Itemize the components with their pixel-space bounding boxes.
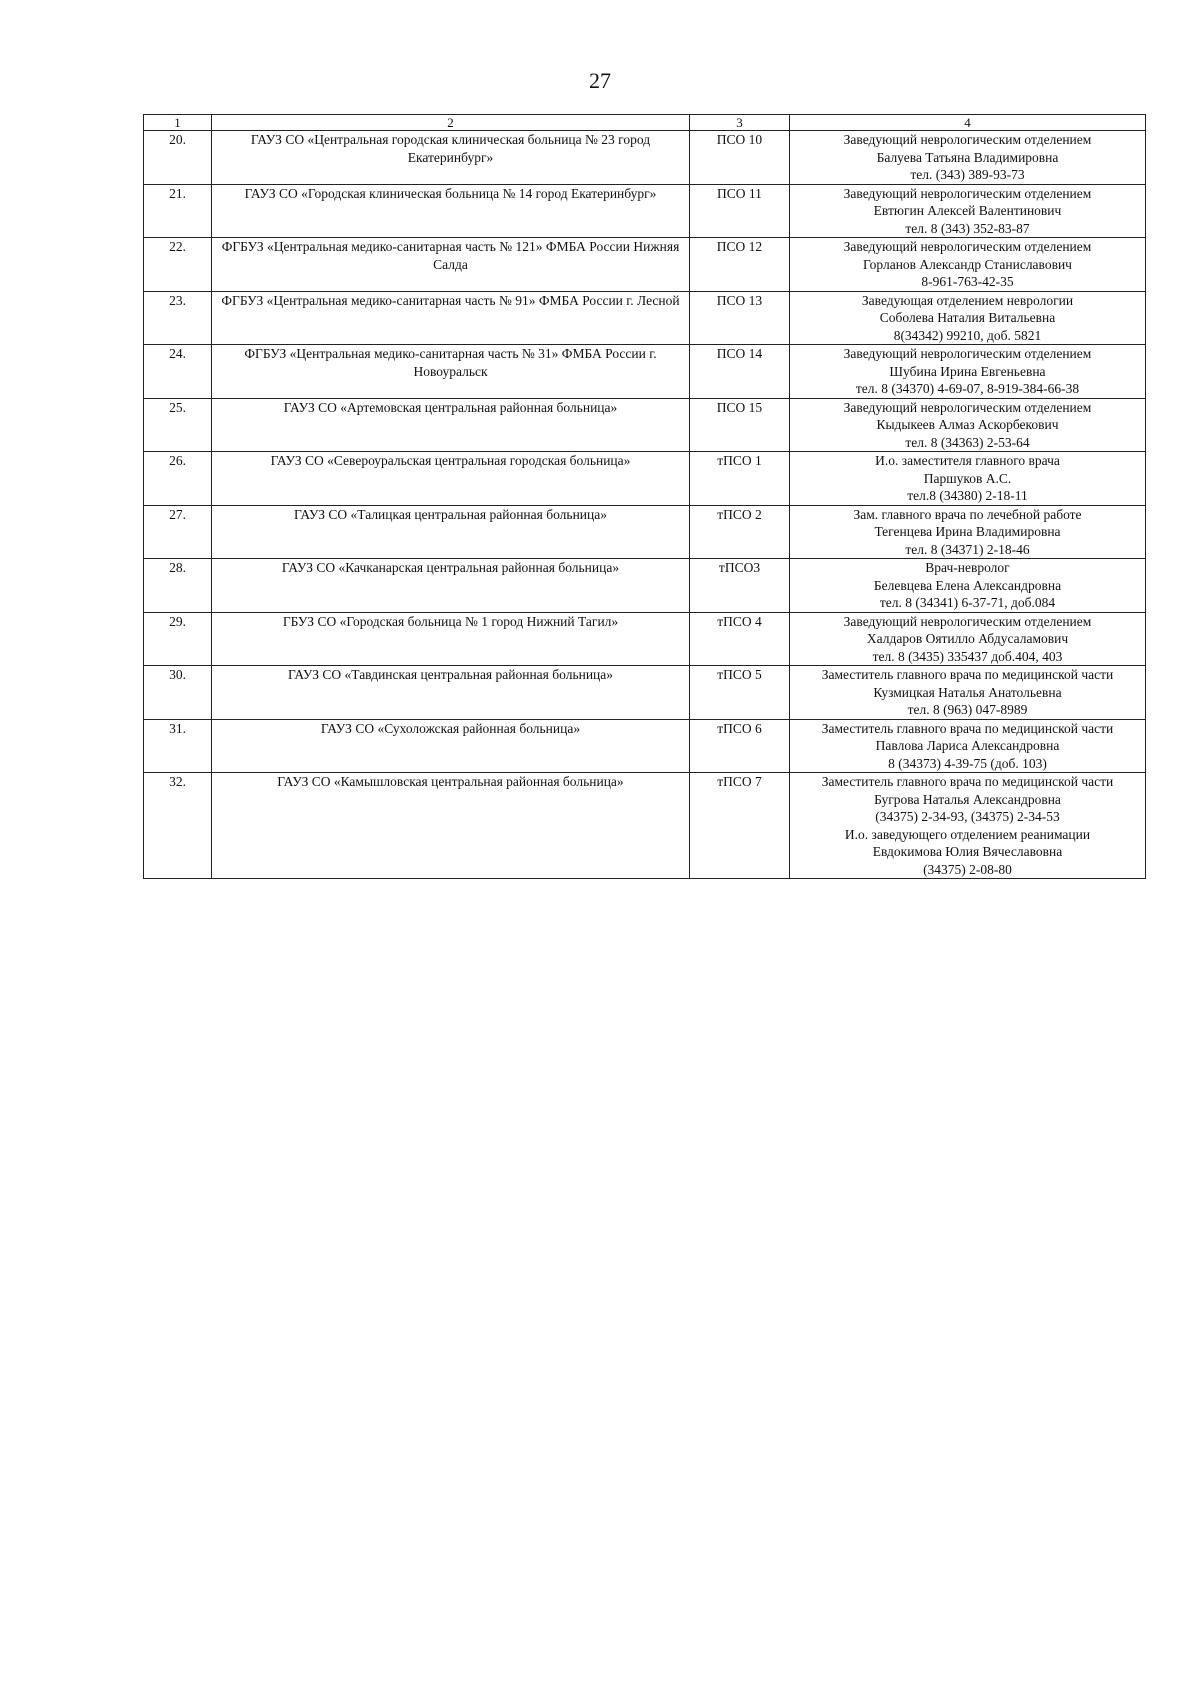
contact-phone: тел. 8 (34363) 2-53-64 [905, 434, 1030, 450]
contact-position: Зам. главного врача по лечебной работе [853, 506, 1082, 522]
contact-person: Тегенцева Ирина Владимировна [874, 524, 1061, 539]
contact-person: Шубина Ирина Евгеньевна [889, 363, 1046, 379]
contact-cell [790, 559, 1146, 613]
contact-position: Врач-невролог [925, 560, 1010, 575]
contact-phone: 8(34342) 99210, доб. 5821 [893, 327, 1042, 343]
contact-phone: тел. 8 (34371) 2-18-46 [905, 541, 1030, 557]
contact-cell [790, 345, 1146, 399]
contact-cell [790, 291, 1146, 345]
contact-position: Заведующий неврологическим отделением [843, 185, 1092, 201]
table-row [144, 505, 1146, 559]
contact-phone: тел. 8 (34370) 4-69-07, 8-919-384-66-38 [855, 381, 1080, 396]
contact-position: Заведующий неврологическим отделением [843, 346, 1092, 361]
row-number: 26. [144, 452, 212, 506]
table-row [144, 291, 1146, 345]
row-number: 20. [144, 131, 212, 185]
contact-cell [790, 238, 1146, 292]
contact-phone: тел. 8 (343) 352-83-87 [905, 220, 1030, 236]
contact-position: Заместитель главного врача по медицинской части [821, 667, 1114, 682]
table-row [144, 666, 1146, 720]
row-number: 27. [144, 505, 212, 559]
contact-person: Горланов Александр Станиславович [863, 256, 1072, 272]
unit-code: ПСО 11 [690, 184, 790, 238]
row-number: 32. [144, 773, 212, 879]
contact-cell [790, 719, 1146, 773]
institution-name: ГБУЗ СО «Городская больница № 1 город Нижний Тагил» [212, 612, 690, 666]
institution-name: ГАУЗ СО «Артемовская центральная районная больница» [212, 398, 690, 452]
row-number: 24. [144, 345, 212, 399]
contact-position: И.о. заместителя главного врача [875, 453, 1060, 468]
contact-cell [790, 398, 1146, 452]
unit-code: тПСО3 [690, 559, 790, 613]
unit-code: тПСО 2 [690, 505, 790, 559]
unit-code: ПСО 13 [690, 291, 790, 345]
contact-cell [790, 184, 1146, 238]
contact-person: Бугрова Наталья Александровна [874, 791, 1061, 807]
row-number: 31. [144, 719, 212, 773]
unit-code: ПСО 15 [690, 398, 790, 452]
contact-person: Павлова Лариса Александровна [875, 738, 1060, 753]
unit-code: тПСО 7 [690, 773, 790, 879]
institution-name: ГАУЗ СО «Талицкая центральная районная больница» [212, 505, 690, 559]
contact-person: Белевцева Елена Александровна [873, 577, 1062, 593]
contact-phone: тел. 8 (34341) 6-37-71, доб.084 [879, 595, 1056, 610]
contact-cell [790, 131, 1146, 185]
table-row [144, 131, 1146, 185]
unit-code: тПСО 4 [690, 612, 790, 666]
contact-position-secondary: И.о. заведующего отделением реанимации [844, 826, 1091, 842]
contact-position: Заведующий неврологическим отделением [843, 239, 1092, 254]
table-row [144, 452, 1146, 506]
contact-position: Заведующая отделением неврологии [861, 292, 1074, 308]
contact-person: Кузмицкая Наталья Анатольевна [873, 684, 1062, 700]
contact-position: Заведующий неврологическим отделением [843, 613, 1092, 629]
row-number: 23. [144, 291, 212, 345]
contact-cell [790, 612, 1146, 666]
unit-code: тПСО 6 [690, 719, 790, 773]
institution-name: ФГБУЗ «Центральная медико-санитарная часть № 31» ФМБА России г. Новоуральск [212, 345, 690, 399]
contact-phone: тел. 8 (963) 047-8989 [907, 702, 1028, 717]
institution-name: ФГБУЗ «Центральная медико-санитарная часть № 91» ФМБА России г. Лесной [212, 291, 690, 345]
header-col-institution: 2 [212, 115, 690, 131]
table-header [144, 115, 1146, 131]
row-number: 29. [144, 612, 212, 666]
unit-code: ПСО 12 [690, 238, 790, 292]
row-number: 21. [144, 184, 212, 238]
institution-name: ГАУЗ СО «Сухоложская районная больница» [212, 719, 690, 773]
contact-phone: тел. (343) 389-93-73 [910, 167, 1025, 182]
header-row [144, 115, 1146, 131]
institution-name: ГАУЗ СО «Тавдинская центральная районная больница» [212, 666, 690, 720]
table-row [144, 773, 1146, 879]
contact-person: Халдаров Оятилло Абдусаламович [866, 631, 1069, 646]
contact-phone: 8 (34373) 4-39-75 (доб. 103) [888, 755, 1047, 771]
contact-phone-secondary: (34375) 2-08-80 [923, 861, 1012, 877]
contact-position: Заместитель главного врача по медицинской части [821, 720, 1114, 736]
contact-position: Заведующий неврологическим отделением [843, 399, 1092, 415]
institution-name: ГАУЗ СО «Качканарская центральная районная больница» [212, 559, 690, 613]
contact-phone: (34375) 2-34-93, (34375) 2-34-53 [875, 809, 1060, 824]
row-number: 30. [144, 666, 212, 720]
contact-cell [790, 666, 1146, 720]
institution-name: ГАУЗ СО «Городская клиническая больница № 14 город Екатеринбург» [212, 184, 690, 238]
contact-phone: тел. 8 (3435) 335437 доб.404, 403 [872, 648, 1063, 664]
contact-cell [790, 452, 1146, 506]
contact-person: Балуева Татьяна Владимировна [876, 149, 1059, 165]
table-row [144, 612, 1146, 666]
unit-code: ПСО 14 [690, 345, 790, 399]
header-col-number: 1 [144, 115, 212, 131]
institution-name: ГАУЗ СО «Североуральская центральная городская больница» [212, 452, 690, 506]
contact-person: Евтюгин Алексей Валентинович [873, 203, 1062, 218]
contact-position: Заместитель главного врача по медицинской части [821, 774, 1114, 789]
table-row [144, 398, 1146, 452]
contact-person-secondary: Евдокимова Юлия Вячеславовна [872, 844, 1063, 859]
unit-code: ПСО 10 [690, 131, 790, 185]
table-row [144, 345, 1146, 399]
institution-name: ГАУЗ СО «Камышловская центральная районная больница» [212, 773, 690, 879]
row-number: 25. [144, 398, 212, 452]
unit-code: тПСО 1 [690, 452, 790, 506]
table-row [144, 184, 1146, 238]
row-number: 22. [144, 238, 212, 292]
header-col-unit-code: 3 [690, 115, 790, 131]
hospital-registry-table [143, 114, 1146, 879]
contact-phone: тел.8 (34380) 2-18-11 [907, 488, 1028, 503]
contact-person: Кыдыкеев Алмаз Аскорбекович [876, 417, 1059, 432]
table-body [144, 131, 1146, 879]
contact-phone: 8-961-763-42-35 [921, 274, 1014, 289]
table-row [144, 559, 1146, 613]
table-row [144, 238, 1146, 292]
contact-cell [790, 773, 1146, 879]
contact-position: Заведующий неврологическим отделением [843, 132, 1092, 147]
row-number: 28. [144, 559, 212, 613]
contact-person: Соболева Наталия Витальевна [879, 310, 1056, 325]
table-row [144, 719, 1146, 773]
institution-name: ФГБУЗ «Центральная медико-санитарная часть № 121» ФМБА России Нижняя Салда [212, 238, 690, 292]
contact-person: Паршуков А.С. [923, 470, 1012, 486]
unit-code: тПСО 5 [690, 666, 790, 720]
institution-name: ГАУЗ СО «Центральная городская клиническая больница № 23 город Екатеринбург» [212, 131, 690, 185]
header-col-contact: 4 [790, 115, 1146, 131]
page-number: 27 [589, 68, 611, 93]
contact-cell [790, 505, 1146, 559]
